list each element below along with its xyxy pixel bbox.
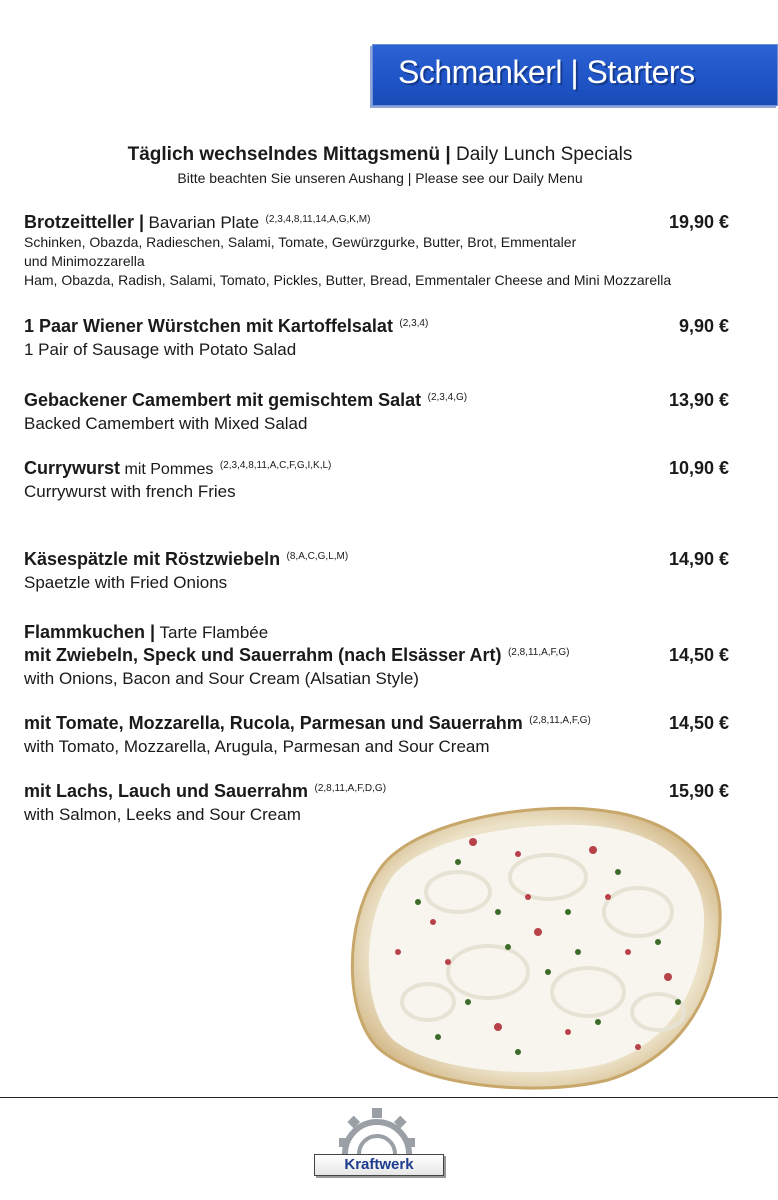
item-allergens: (2,8,11,A,F,D,G): [314, 783, 387, 794]
tarte-flambee-photo: [338, 802, 728, 1092]
item-name: Currywurst: [24, 458, 121, 478]
item-allergens: (2,3,4,8,11,14,A,G,K,M): [265, 214, 371, 225]
item-allergens: (2,8,11,A,F,G): [529, 715, 591, 726]
item-price: 9,90 €: [678, 316, 729, 336]
item-price: 15,90 €: [668, 781, 729, 801]
lunch-specials-subtitle: Bitte beachten Sie unseren Aushang | Please see our Daily Menu: [177, 170, 583, 186]
group-heading: [24, 622, 734, 643]
item-price: 14,90 €: [668, 549, 729, 569]
item-price: 19,90 €: [668, 212, 729, 232]
menu-item-brotzeitteller: [24, 212, 734, 290]
gear-icon: [337, 1106, 417, 1156]
item-allergens: (2,3,4,G): [427, 392, 468, 403]
item-name: 1 Paar Wiener Würstchen mit Kartoffelsalat: [24, 316, 393, 336]
group-name: Flammkuchen |: [24, 622, 156, 642]
item-desc-de-cont: und Minimozzarella: [24, 253, 145, 269]
item-name: Brotzeitteller |: [24, 212, 145, 232]
item-desc-en: with Tomato, Mozzarella, Arugula, Parmesan and Sour Cream: [24, 737, 490, 756]
item-desc-en: 1 Pair of Sausage with Potato Salad: [24, 340, 297, 359]
section-header-banner: [372, 44, 778, 106]
logo-kraftwerk: Kraftwerk: [314, 1154, 444, 1176]
menu-item-flammkuchen-tomate: [24, 713, 734, 757]
item-price: 13,90 €: [668, 390, 729, 410]
item-desc-en: Spaetzle with Fried Onions: [24, 573, 228, 592]
item-price: 14,50 €: [668, 645, 729, 665]
item-allergens: (8,A,C,G,L,M): [286, 551, 349, 562]
item-allergens: (2,8,11,A,F,G): [507, 647, 570, 658]
item-price: 14,50 €: [668, 713, 729, 733]
lunch-specials-title: [0, 144, 760, 166]
lunch-title-de: Täglich wechselndes Mittagsmenü |: [127, 144, 451, 165]
item-desc-de: Schinken, Obazda, Radieschen, Salami, Tomate, Gewürzgurke, Butter, Brot, Emmentaler: [24, 234, 577, 250]
lunch-title-en: Daily Lunch Specials: [456, 144, 633, 165]
item-allergens: (2,3,4): [399, 318, 429, 329]
item-name: Käsespätzle mit Röstzwiebeln: [24, 549, 281, 569]
menu-item-kaesespaetzle: [24, 549, 734, 593]
menu-item-camembert: [24, 390, 734, 434]
item-name: Gebackener Camembert mit gemischtem Salat: [24, 390, 422, 410]
item-name: mit Tomate, Mozzarella, Rucola, Parmesan und Sauerrahm: [24, 713, 523, 733]
menu-item-currywurst: [24, 458, 734, 502]
footer-divider: [0, 1097, 778, 1098]
menu-item-flammkuchen-classic: [24, 622, 734, 689]
item-desc-en: with Onions, Bacon and Sour Cream (Alsatian Style): [24, 669, 419, 688]
item-name-en: Bavarian Plate: [148, 213, 260, 232]
item-allergens: (2,3,4,8,11,A,C,F,G,I,K,L): [219, 460, 332, 471]
item-name: mit Lachs, Lauch und Sauerrahm: [24, 781, 309, 801]
item-name: mit Zwiebeln, Speck und Sauerrahm (nach Elsässer Art): [24, 645, 502, 665]
item-desc-en: Currywurst with french Fries: [24, 482, 236, 501]
menu-item-wiener-wuerstchen: [24, 316, 734, 360]
item-name-extra: mit Pommes: [124, 461, 214, 478]
item-desc-en: Backed Camembert with Mixed Salad: [24, 414, 308, 433]
item-desc-en: Ham, Obazda, Radish, Salami, Tomato, Pickles, Butter, Bread, Emmentaler Cheese and Mini Mozzarella: [24, 272, 672, 288]
item-desc-en: with Salmon, Leeks and Sour Cream: [24, 805, 301, 824]
section-title: Schmankerl | Starters: [398, 54, 695, 90]
group-name-en: Tarte Flambée: [159, 623, 269, 642]
item-price: 10,90 €: [668, 458, 729, 478]
